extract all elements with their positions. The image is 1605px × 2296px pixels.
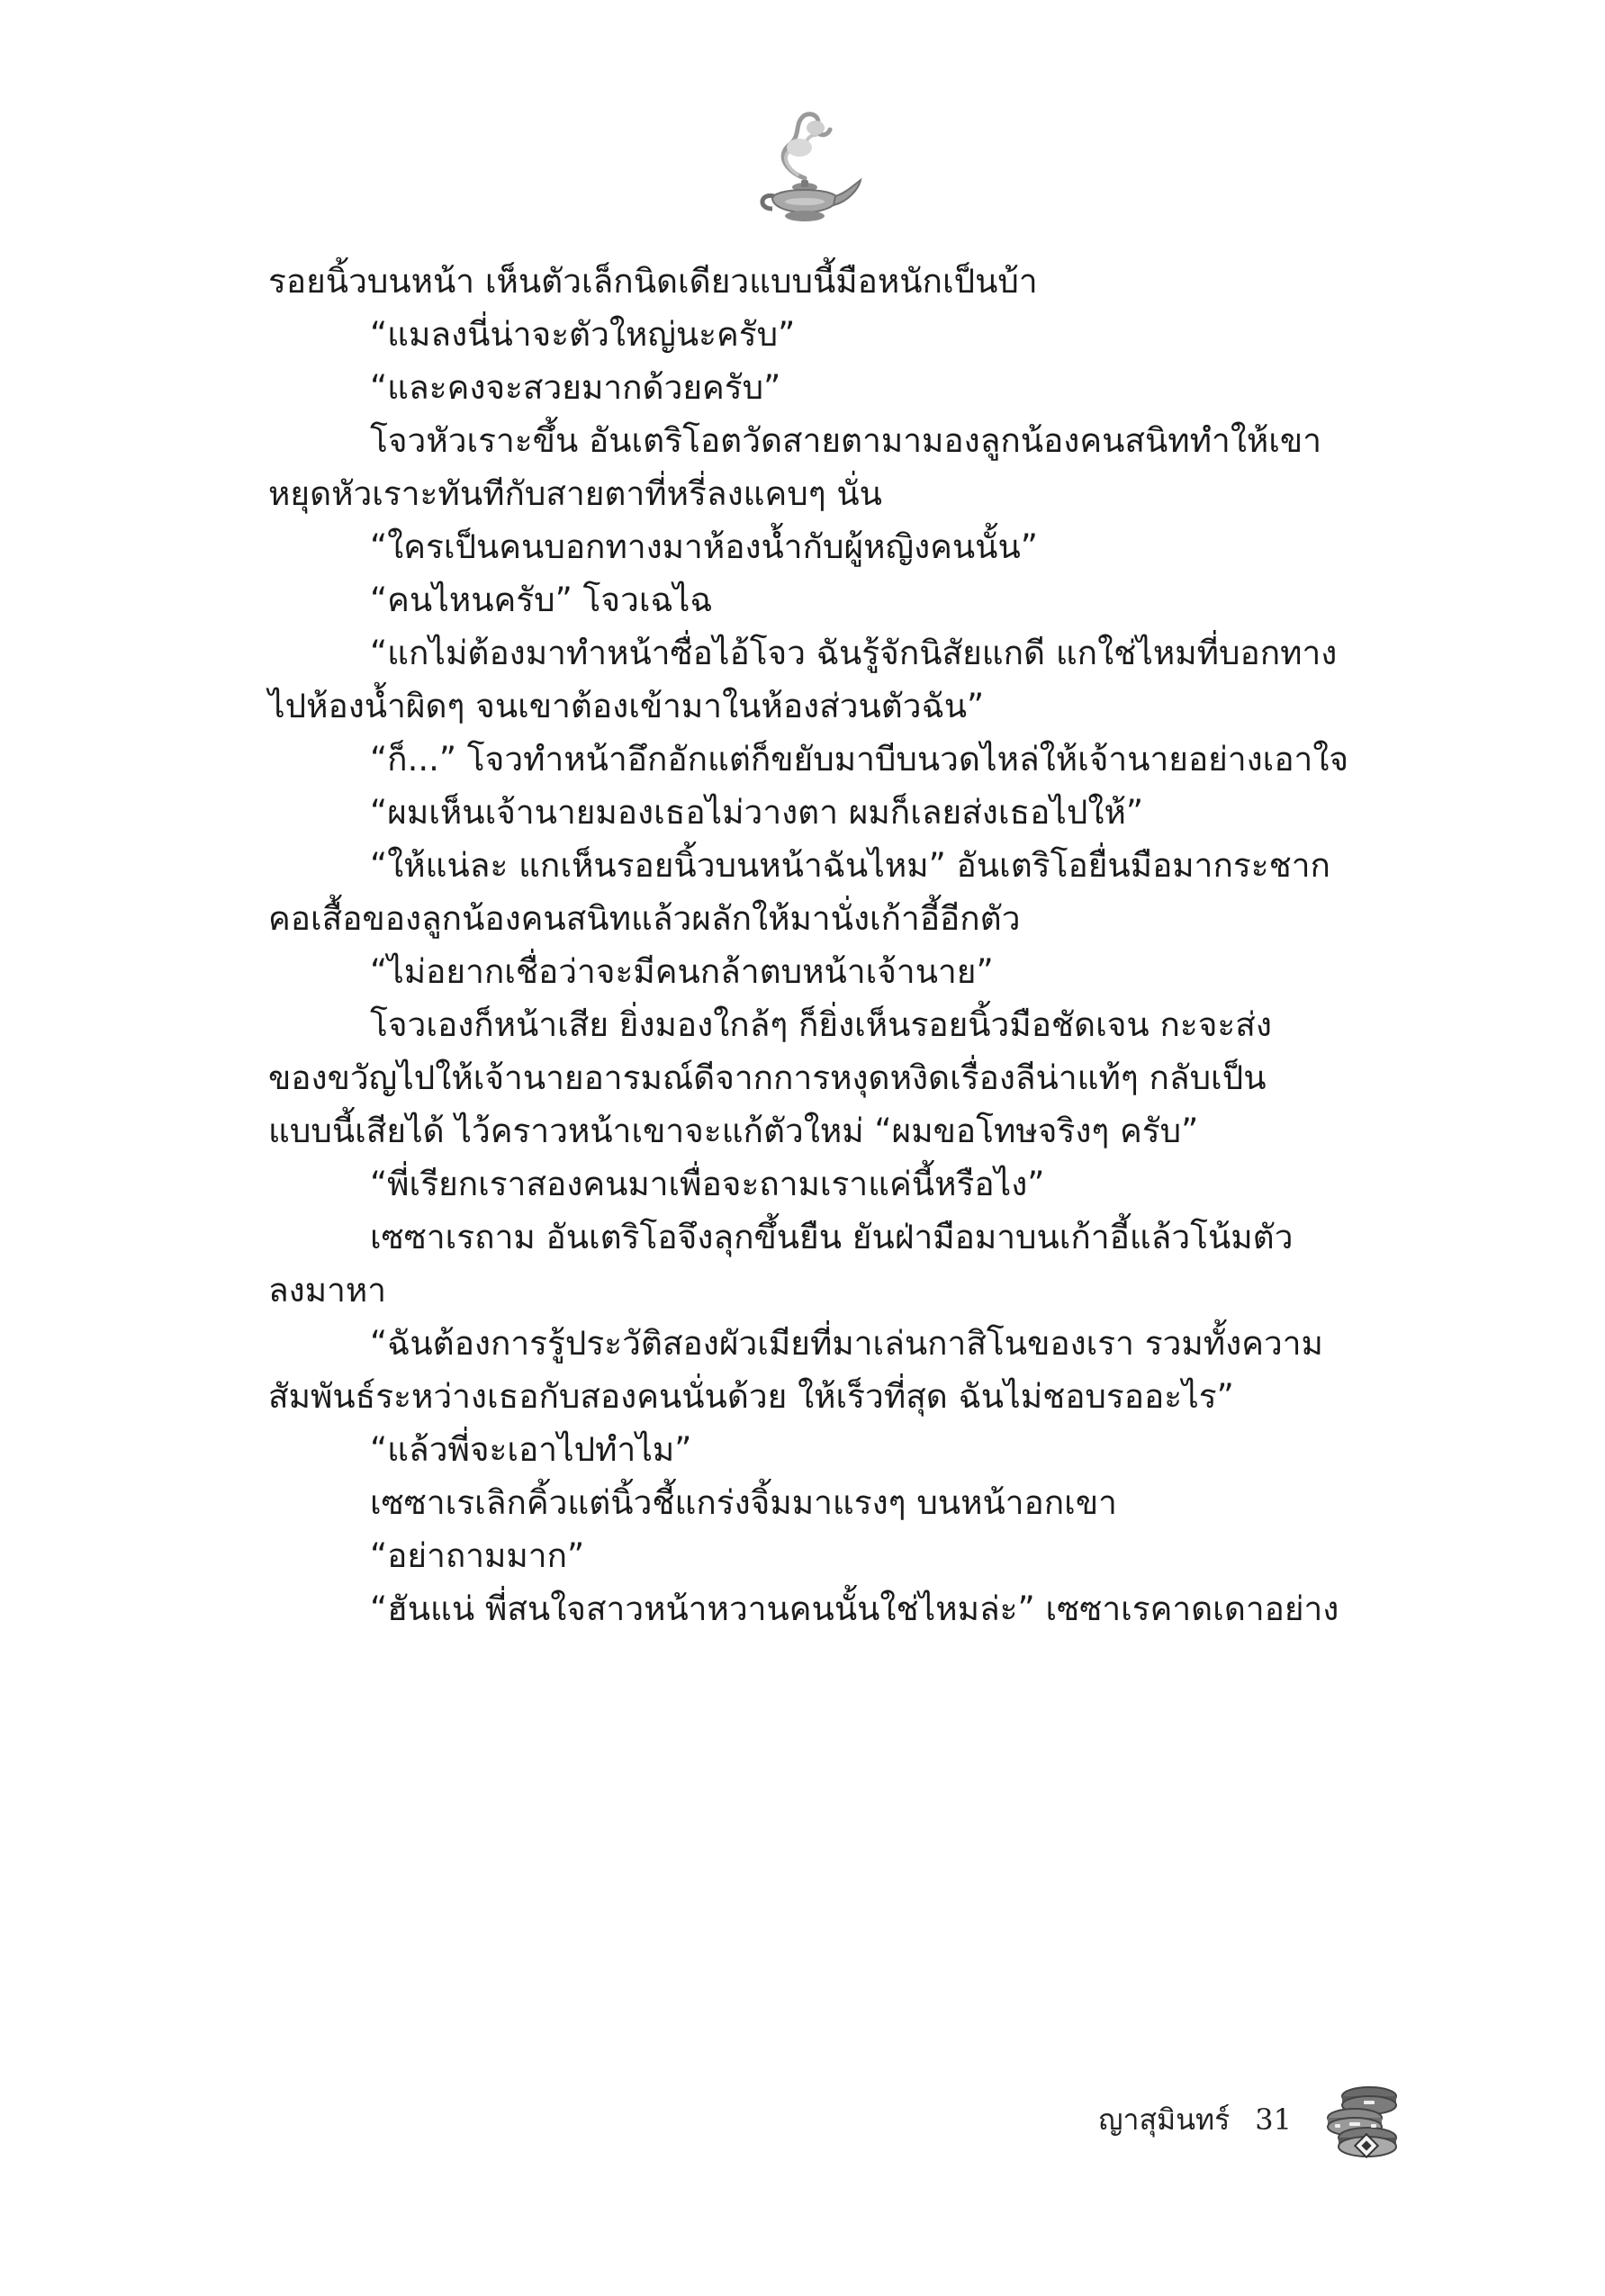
text-line: เซซาเรถาม อันเตริโอจึงลุกขึ้นยืน ยันฝ่ามือมาบนเก้าอี้แล้วโน้มตัว bbox=[370, 1218, 1294, 1256]
text-line: โจวหัวเราะขึ้น อันเตริโอตวัดสายตามามองลูกน้องคนสนิททำให้เขา bbox=[370, 421, 1321, 460]
body-text bbox=[268, 257, 1404, 1637]
text-line: แบบนี้เสียได้ ไว้คราวหน้าเขาจะแก้ตัวใหม่ “ผมขอโทษจริงๆ ครับ” bbox=[268, 1112, 1199, 1150]
text-line: สัมพันธ์ระหว่างเธอกับสองคนนั่นด้วย ให้เร็วที่สุด ฉันไม่ชอบรออะไร” bbox=[268, 1377, 1234, 1416]
text-line: หยุดหัวเราะทันทีกับสายตาที่หรี่ลงแคบๆ นั่น bbox=[268, 474, 882, 513]
text-line: “ฮันแน่ พี่สนใจสาวหน้าหวานคนนั้นใช่ไหมล่ะ” เซซาเรคาดเดาอย่าง bbox=[370, 1589, 1339, 1628]
text-line: เซซาเรเลิกคิ้วแต่นิ้วชี้แกร่งจิ้มมาแรงๆ บนหน้าอกเขา bbox=[370, 1483, 1117, 1522]
page-footer bbox=[1098, 2075, 1407, 2165]
text-line: “และคงจะสวยมากด้วยครับ” bbox=[370, 368, 781, 407]
text-line: “ฉันต้องการรู้ประวัติสองผัวเมียที่มาเล่นกาสิโนของเรา รวมทั้งความ bbox=[370, 1324, 1323, 1363]
text-line: “อย่าถามมาก” bbox=[370, 1536, 585, 1575]
magic-lamp-icon bbox=[749, 108, 866, 234]
footer-author: ญาสุมินทร์ bbox=[1098, 2102, 1231, 2137]
text-line: “คนไหนครับ” โจวเฉไฉ bbox=[370, 581, 713, 619]
text-line: ไปห้องน้ำผิดๆ จนเขาต้องเข้ามาในห้องส่วนตัวฉัน” bbox=[268, 687, 985, 725]
text-line: “แกไม่ต้องมาทำหน้าซื่อไอ้โจว ฉันรู้จักนิสัยแกดี แกใช่ไหมที่บอกทาง bbox=[370, 634, 1338, 672]
casino-chips-icon bbox=[1317, 2075, 1407, 2165]
page-number: 31 bbox=[1255, 2102, 1292, 2137]
text-line: ลงมาหา bbox=[268, 1271, 387, 1310]
text-line: รอยนิ้วบนหน้า เห็นตัวเล็กนิดเดียวแบบนี้มือหนักเป็นบ้า bbox=[268, 262, 1038, 301]
text-line: คอเสื้อของลูกน้องคนสนิทแล้วผลักให้มานั่งเก้าอี้อีกตัว bbox=[268, 899, 1021, 938]
text-line: “แล้วพี่จะเอาไปทำไม” bbox=[370, 1430, 692, 1469]
text-line: “ผมเห็นเจ้านายมองเธอไม่วางตา ผมก็เลยส่งเธอไปให้” bbox=[370, 793, 1144, 832]
text-line: “ก็...” โจวทำหน้าอึกอักแต่ก็ขยับมาบีบนวดไหล่ให้เจ้านายอย่างเอาใจ bbox=[370, 740, 1349, 779]
text-line: “พี่เรียกเราสองคนมาเพื่อจะถามเราแค่นี้หรือไง” bbox=[370, 1165, 1045, 1203]
text-line: “ไม่อยากเชื่อว่าจะมีคนกล้าตบหน้าเจ้านาย” bbox=[370, 952, 994, 991]
text-line: “แมลงนี่น่าจะตัวใหญ่นะครับ” bbox=[370, 315, 796, 354]
text-line: โจวเองก็หน้าเสีย ยิ่งมองใกล้ๆ ก็ยิ่งเห็นรอยนิ้วมือชัดเจน กะจะส่ง bbox=[370, 1005, 1272, 1044]
text-line: “ใครเป็นคนบอกทางมาห้องน้ำกับผู้หญิงคนนั้น” bbox=[370, 527, 1038, 566]
text-line: ของขวัญไปให้เจ้านายอารมณ์ดีจากการหงุดหงิดเรื่องลีน่าแท้ๆ กลับเป็น bbox=[268, 1058, 1267, 1097]
text-line: “ให้แน่ละ แกเห็นรอยนิ้วบนหน้าฉันไหม” อันเตริโอยื่นมือมากระชาก bbox=[370, 846, 1330, 885]
